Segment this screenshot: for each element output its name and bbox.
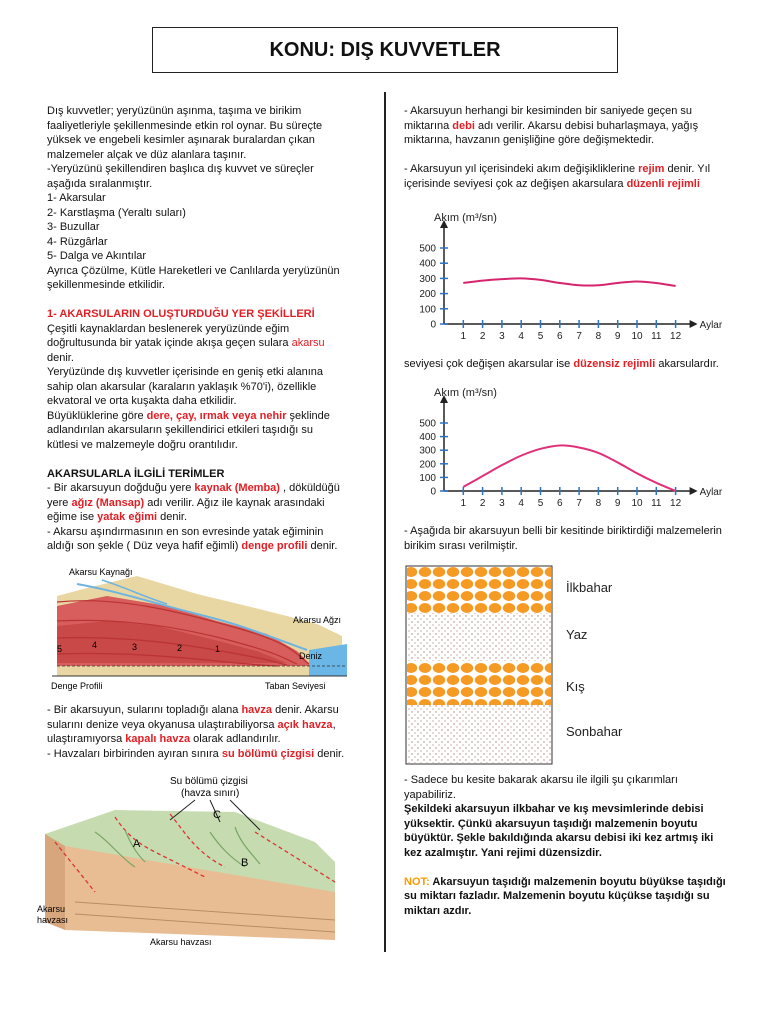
y-axis-label: Akım (m³/sn) [434,387,497,399]
not-paragraph: NOT: Akarsuyun taşıdığı malzemenin boyutu büyükse taşıdığı su miktarı fazladır. Malzemenin boyutu küçükse taşıdığı su miktarı azdır. [404,875,726,917]
rejim-paragraph: - Akarsuyun yıl içerisindeki akım değişikliklerine rejim denir. Yıl içerisinde seviyesi çok az değişen akarsulara düzenli rejimli [404,163,711,190]
x-tick-label: 1 [460,498,467,509]
y-tick-label: 100 [419,304,436,316]
sediment-column-figure [404,566,654,766]
label-akarsu-havzasi-left-2: havzası [37,915,69,925]
intro-paragraph-2: -Yeryüzünü şekillendiren başlıca dış kuvvet ve süreçler aşağıda sıralanmıştır. [47,163,314,190]
list-item: 1- Akarsular [47,192,106,204]
x-axis-label: Aylar [699,320,723,331]
label-taban-seviyesi: Taban Seviyesi [265,681,326,691]
label-havza-siniri: (havza sınırı) [181,788,240,799]
layer-kis [407,661,551,705]
list-item: 4- Rüzgârlar [47,235,108,248]
x-tick-label: 4 [518,498,524,509]
debi-paragraph: - Akarsuyun herhangi bir kesiminden bir saniyede geçen su miktarına debi adı verilir. Akarsu debisi buharlaşmaya, yağış miktarına, havzanın genişliğine göre değişmektedir. [404,105,699,146]
y-tick-label: 500 [419,418,436,430]
akarsu-extent: Yeryüzünde dış kuvvetler içerisinde en geniş etki alanına sahip olan akarsular (karaların yaklaşık %70'i), özellikle ekvatoral ve orta kuşakta daha etkilidir. [47,366,323,407]
x-tick-label: 5 [537,498,544,509]
season-label: Kış [566,679,585,694]
profile-number: 1 [215,644,221,654]
column-divider [384,92,386,952]
left-column-lower [47,703,347,761]
duzensiz-rejim-chart [404,385,723,513]
y-tick-label: 300 [419,445,436,457]
profile-number: 2 [177,643,183,653]
x-tick-label: 11 [651,498,662,509]
label-akarsu-havzasi-bottom: Akarsu havzası [150,937,212,947]
term-su-bolumu: - Havzaları birbirinden ayıran sınıra su bölümü çizgisi denir. [47,747,345,760]
x-tick-label: 8 [595,331,602,342]
x-tick-label: 9 [614,498,621,509]
birikim-text [404,524,730,553]
terms-heading: AKARSULARLA İLGİLİ TERİMLER [47,467,225,480]
x-tick-label: 10 [631,498,643,509]
x-axis-arrow [690,320,698,328]
page-title: KONU: DIŞ KUVVETLER [152,27,618,73]
y-tick-label: 0 [430,486,436,498]
right-column [404,104,730,191]
notes [404,773,730,918]
x-tick-label: 1 [460,331,467,342]
x-tick-label: 3 [499,331,505,342]
season-label: İlkbahar [566,580,613,595]
series-line [463,278,675,286]
also-paragraph: Ayrıca Çözülme, Kütle Hareketleri ve Canlılarda yeryüzünün şekillenmesinde etkilidir. [47,264,340,291]
label-denge-profili: Denge Profili [51,681,103,691]
x-tick-label: 10 [631,331,643,342]
profile-number: 4 [92,640,98,650]
x-tick-label: 7 [576,498,582,509]
x-tick-label: 8 [595,498,602,509]
label-a: A [133,838,141,850]
not-label: NOT: [404,875,430,888]
layer-sonbahar [407,705,551,763]
layer-yaz [407,613,551,661]
x-tick-label: 2 [479,498,486,509]
term-denge: - Akarsu aşındırmasının en son evresinde yatak eğiminin aldığı son şekle ( Düz veya hafif eğimli) denge profili denir. [47,525,338,552]
label-akarsu-agzi: Akarsu Ağzı [293,615,342,625]
profile-number: 3 [132,642,138,652]
y-tick-label: 500 [419,243,436,255]
section-heading: 1- AKARSULARIN OLUŞTURDUĞU YER ŞEKİLLERİ [47,308,315,320]
term-kaynak: - Bir akarsuyun doğduğu yere kaynak (Memba) , döküldüğü yere ağız (Mansap) adı verilir. Ağız ile kaynak arasındaki eğime ise yatak eğimi denir. [47,482,340,523]
x-tick-label: 2 [479,331,486,342]
duzenli-rejim-chart [404,210,723,346]
duzensiz-paragraph: seviyesi çok değişen akarsular ise düzensiz rejimli akarsulardır. [404,358,719,370]
list-item: 3- Buzullar [47,221,100,233]
x-tick-label: 6 [557,498,563,509]
label-su-bolumu: Su bölümü çizgisi [170,776,248,787]
x-tick-label: 7 [576,331,582,342]
note-conclusion: Şekildeki akarsuyun ilkbahar ve kış mevsimlerinde debisi yüksektir. Çünkü akarsuyun taşıdığı malzemenin boyutu büyüktür. Şekle bakıldığında akarsu debisi iki kez artmış iki kez azalmıştır. Yani rejimi düzensizdir. [404,803,714,859]
intro-paragraph: Dış kuvvetler; yeryüzünün aşınma, taşıma ve birikim faaliyetleriyle şekillenmesinde etkin rol oynar. Bu süreçte yüksek ve engebeli kesimler aşınarak buralardan çıkan malzemeler alçak ve düz alanlara taşınır. [47,105,323,161]
label-akarsu-kaynagi: Akarsu Kaynağı [69,567,133,577]
x-tick-label: 5 [537,331,544,342]
y-tick-label: 200 [419,459,436,471]
y-tick-label: 300 [419,273,436,285]
label-c: C [213,809,221,821]
list-item: 5- Dalga ve Akıntılar [47,250,147,262]
x-tick-label: 11 [651,331,662,342]
layer-ilkbahar [407,567,551,613]
x-axis-label: Aylar [699,487,723,498]
label-akarsu-havzasi-left: Akarsu [37,904,66,914]
y-tick-label: 0 [430,319,436,331]
x-tick-label: 12 [670,331,682,342]
havza-figure [35,772,365,954]
denge-profili-figure [47,566,357,694]
left-column [47,104,347,554]
x-tick-label: 12 [670,498,682,509]
label-b: B [241,857,249,869]
y-tick-label: 400 [419,432,436,444]
y-tick-label: 200 [419,289,436,301]
x-tick-label: 3 [499,498,505,509]
akarsu-definition: Çeşitli kaynaklardan beslenerek yeryüzünde eğim doğrultusunda bir yatak içinde akışa geçen sulara akarsu denir. [47,322,325,364]
season-label: Yaz [566,627,588,642]
akarsu-sizes: Büyüklüklerine göre dere, çay, ırmak veya nehir şeklinde adlandırılan akarsuların şekillendirici etkileri taşıdığı su kütlesi ve malzemeyle doğru orantılıdır. [47,409,330,451]
x-tick-label: 6 [557,331,563,342]
y-axis-label: Akım (m³/sn) [434,212,497,224]
label-deniz: Deniz [299,651,323,661]
series-line [463,445,675,491]
x-axis-arrow [690,487,698,495]
birikim-paragraph: - Aşağıda bir akarsuyun belli bir kesitinde biriktirdiği malzemelerin birikim sırası verilmiştir. [404,525,722,552]
x-tick-label: 4 [518,331,524,342]
season-label: Sonbahar [566,724,623,739]
profile-number: 5 [57,644,63,654]
duzensiz-text [404,357,730,372]
note-intro: - Sadece bu kesite bakarak akarsu ile ilgili şu çıkarımları yapabiliriz. [404,774,678,801]
list-item: 2- Karstlaşma (Yeraltı suları) [47,206,186,219]
term-havza: - Bir akarsuyun, sularını topladığı alana havza denir. Akarsu sularını denize veya okyanusa ulaştırabiliyorsa açık havza, ulaştıramıyorsa kapalı havza olarak adlandırılır. [47,704,339,745]
y-tick-label: 100 [419,472,436,484]
y-tick-label: 400 [419,258,436,270]
x-tick-label: 9 [614,331,621,342]
